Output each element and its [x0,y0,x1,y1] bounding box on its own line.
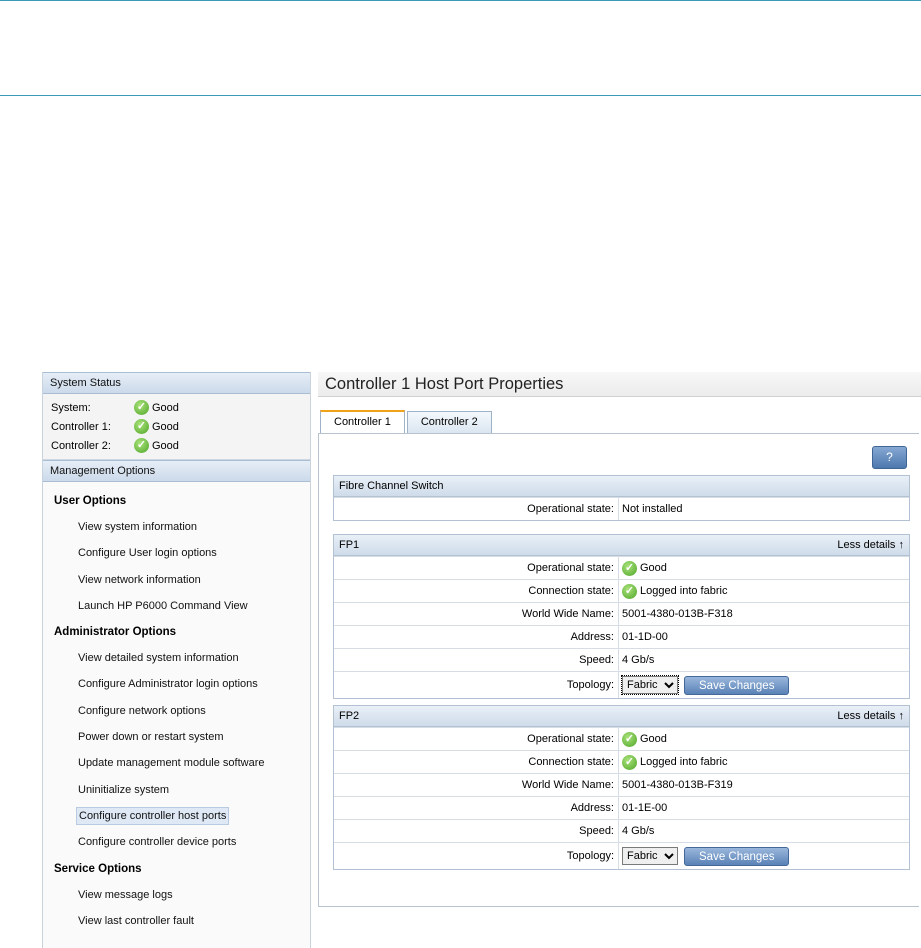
prop-label: Address: [334,626,619,648]
prop-label: Connection state: [334,580,619,602]
status-row-system [51,398,310,417]
less-details-link[interactable]: Less details ↑ [837,539,904,551]
tab-panel [318,433,919,907]
system-status-header: System Status [43,372,310,394]
top-rule [0,0,921,1]
prop-row [334,671,909,698]
option-launch-command-view[interactable] [43,593,310,619]
tab-controller-2[interactable]: Controller 2 [407,411,492,433]
option-power-down-restart[interactable] [43,724,310,750]
option-label: View network information [78,573,201,586]
check-icon: ✓ [622,732,637,747]
status-label: Controller 2: [51,439,111,452]
check-icon: ✓ [622,584,637,599]
prop-label: Topology: [334,843,619,869]
prop-row [334,819,909,842]
group-header [334,535,909,556]
topology-select[interactable] [622,676,678,694]
prop-row [334,497,909,520]
prop-row [334,750,909,773]
prop-row [334,602,909,625]
prop-label: Speed: [334,820,619,842]
option-label: View system information [78,521,198,533]
port-group-fp1 [333,534,910,699]
prop-label: World Wide Name: [334,774,619,796]
option-configure-host-ports[interactable] [43,803,310,829]
check-icon: ✓ [622,561,637,576]
option-configure-user-login[interactable] [43,540,310,566]
speed-value: 4 Gb/s [622,825,655,837]
conn-state-value: Logged into fabric [640,585,728,597]
prop-row [334,579,909,602]
status-value: Good [152,439,179,452]
prop-row [334,625,909,648]
service-options-title: Service Options [54,862,142,875]
status-value: Good [152,401,179,414]
help-button[interactable]: ? [872,446,907,469]
option-uninitialize-system[interactable] [43,777,310,803]
group-title: FP2 [339,710,360,722]
prop-row [334,773,909,796]
group-title: FP1 [339,539,360,551]
group-title: Fibre Channel Switch [339,480,444,492]
option-label: Configure User login options [78,547,217,560]
option-label: Launch HP P6000 Command View [78,599,248,612]
save-changes-button[interactable]: Save Changes [684,847,789,866]
option-view-last-controller-fault[interactable] [43,908,310,934]
prop-row [334,842,909,869]
less-details-link[interactable]: Less details ↑ [837,710,904,722]
option-label: View last controller fault [78,914,194,927]
tab-controller-1[interactable]: Controller 1 [320,410,405,434]
option-label: Power down or restart system [78,731,224,744]
conn-state-value: Logged into fabric [640,756,728,768]
wwn-value: 5001-4380-013B-F318 [622,608,733,620]
speed-value: 4 Gb/s [622,654,655,666]
status-value: Good [152,420,179,433]
prop-row [334,648,909,671]
prop-value: Not installed [622,503,683,515]
prop-value [619,557,667,579]
prop-row [334,727,909,750]
option-label: Configure controller device ports [78,836,237,849]
prop-value [619,580,727,602]
sidebar [42,372,311,948]
option-configure-device-ports[interactable] [43,829,310,855]
option-view-system-information[interactable] [43,514,310,540]
address-value: 01-1D-00 [622,631,668,643]
check-icon: ✓ [134,400,149,415]
option-view-message-logs[interactable] [43,882,310,908]
check-icon: ✓ [134,438,149,453]
option-label: Configure network options [78,704,206,717]
prop-label: Topology: [334,672,619,698]
prop-row [334,796,909,819]
fc-switch-group [333,475,910,521]
prop-value [619,728,667,750]
address-value: 01-1E-00 [622,802,668,814]
check-icon: ✓ [622,755,637,770]
management-options-header: Management Options [43,460,310,482]
option-label: Update management module software [78,757,265,770]
main-panel [318,372,921,863]
option-configure-network[interactable] [43,698,310,724]
prop-label: World Wide Name: [334,603,619,625]
port-group-fp2 [333,705,910,870]
wwn-value: 5001-4380-013B-F319 [622,779,733,791]
admin-options-title: Administrator Options [54,626,177,639]
option-view-detailed-system-information[interactable] [43,645,310,671]
prop-label: Operational state: [334,498,619,520]
user-options-title: User Options [54,495,127,507]
group-header [334,476,909,497]
status-row-controller-2 [51,436,310,455]
prop-value [619,672,789,698]
status-row-controller-1 [51,417,310,436]
option-label: View detailed system information [78,652,239,665]
prop-row [334,556,909,579]
status-label: Controller 1: [51,420,111,433]
option-update-management-software[interactable] [43,750,310,776]
check-icon: ✓ [134,419,149,434]
group-header [334,706,909,727]
status-box [43,394,310,460]
option-view-network-information[interactable] [43,567,310,593]
header-rule [0,95,921,96]
topology-select[interactable] [622,847,678,865]
option-label: Uninitialize system [78,783,170,796]
prop-label: Operational state: [334,728,619,750]
save-changes-button[interactable]: Save Changes [684,676,789,695]
prop-label: Address: [334,797,619,819]
prop-label: Speed: [334,649,619,671]
option-label: View message logs [78,888,173,901]
option-label: Configure controller host ports [76,807,229,825]
status-label: System: [51,401,91,414]
op-state-value: Good [640,562,667,574]
prop-value [619,843,789,869]
prop-label: Operational state: [334,557,619,579]
prop-label: Connection state: [334,751,619,773]
op-state-value: Good [640,733,667,745]
option-configure-admin-login[interactable] [43,671,310,697]
option-label: Configure Administrator login options [78,678,258,691]
controller-tabs [320,411,494,435]
page-title: Controller 1 Host Port Properties [318,372,921,397]
prop-value [619,751,727,773]
